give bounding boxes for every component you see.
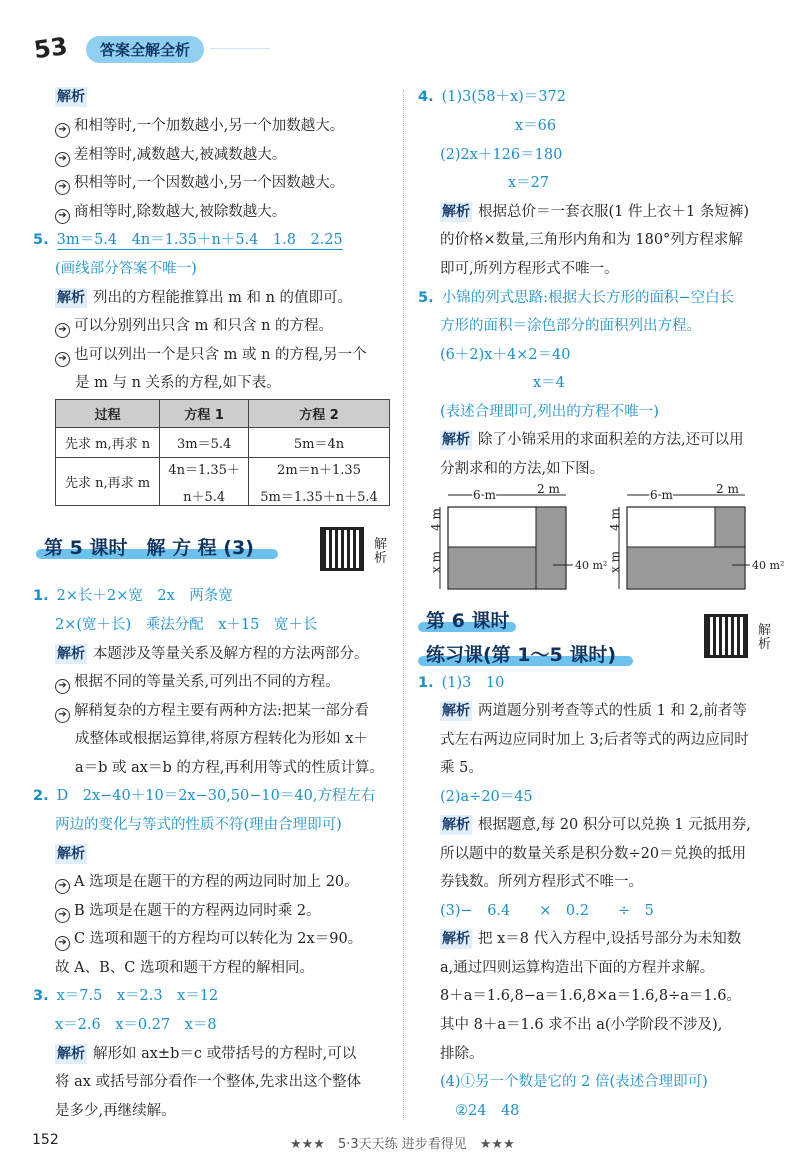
left-line: 成整体或根据运算律,将原方程转化为形如 x＋ bbox=[75, 731, 368, 747]
answer-p1: ②24 48 bbox=[455, 1103, 520, 1119]
left-line: ➔ 差相等时,减数越大,被减数越大。 bbox=[55, 145, 286, 167]
svg-text:40 m²: 40 m² bbox=[575, 559, 608, 572]
equation-table bbox=[55, 399, 390, 506]
arrow-icon: ➔ bbox=[55, 180, 70, 195]
table-header: 过程 bbox=[56, 400, 160, 428]
arrow-icon: ➔ bbox=[55, 352, 70, 367]
svg-text:4 m: 4 m bbox=[608, 508, 622, 531]
logo-icon bbox=[32, 28, 80, 68]
arrow-icon: ➔ bbox=[55, 323, 70, 338]
answer-s2: 2. D 2x−40＋10＝2x−30,50−10＝40,方程左右 bbox=[33, 788, 376, 804]
qr-code-icon bbox=[320, 527, 364, 571]
answer-s3b: x＝2.6 x＝0.27 x＝8 bbox=[55, 1017, 217, 1033]
section-subtitle-6: 练习课(第 1～5 课时) bbox=[426, 644, 617, 666]
page-number: 152 bbox=[32, 1132, 59, 1148]
right-line: 即可,所列方程形式不唯一。 bbox=[440, 261, 619, 277]
right-line: 乘 5。 bbox=[440, 760, 483, 776]
svg-text:40 m²: 40 m² bbox=[752, 559, 785, 572]
right-line: 的价格×数量,三角形内角和为 180°列方程求解 bbox=[440, 232, 743, 248]
qr-label: 解析 bbox=[758, 623, 772, 652]
right-line: 分割求和的方法,如下图。 bbox=[440, 461, 605, 477]
right-line: 所以题中的数量关系是积分数÷20＝兑换的抵用 bbox=[440, 846, 747, 862]
arrow-icon: ➔ bbox=[55, 679, 70, 694]
left-line: ➔ 积相等时,一个因数越小,另一个因数越大。 bbox=[55, 173, 344, 195]
table-cell: 先求 m,再求 n bbox=[56, 428, 160, 458]
arrow-icon: ➔ bbox=[55, 152, 70, 167]
table-header: 方程 2 bbox=[249, 400, 390, 428]
left-line: ➔ 也可以列出一个是只含 m 或 n 的方程,另一个 bbox=[55, 345, 367, 367]
left-line: 解析 解形如 ax±b＝c 或带括号的方程时,可以 bbox=[57, 1046, 357, 1062]
left-line: 将 ax 或括号部分看作一个整体,先求出这个整体 bbox=[55, 1074, 362, 1090]
arrow-icon: ➔ bbox=[55, 708, 70, 723]
answer-5-note: (画线部分答案不唯一) bbox=[55, 261, 197, 277]
area-diagram-right bbox=[605, 482, 795, 597]
answer-s1: 1. 2×长＋2×宽 2x 两条宽 bbox=[33, 588, 233, 604]
left-line: 是 m 与 n 关系的方程,如下表。 bbox=[75, 375, 281, 391]
svg-text:2 m: 2 m bbox=[716, 482, 739, 496]
svg-text:53: 53 bbox=[32, 31, 70, 65]
header-rule bbox=[210, 48, 270, 49]
arrow-icon: ➔ bbox=[55, 209, 70, 224]
answer-5r: 方形的面积＝涂色部分的面积列出方程。 bbox=[440, 318, 701, 334]
logo bbox=[32, 28, 80, 68]
left-line: 解析 列出的方程能推算出 m 和 n 的值即可。 bbox=[57, 290, 353, 306]
right-line: 其中 8＋a＝1.6 求不出 a(小学阶段不涉及), bbox=[440, 1017, 723, 1033]
table-cell: 2m＝n＋1.35 5m＝1.35＋n＋5.4 bbox=[249, 458, 390, 506]
section-title-6: 第 6 课时 bbox=[426, 610, 510, 632]
left-line: ➔ 可以分别列出只含 m 和只含 n 的方程。 bbox=[55, 316, 333, 338]
column-divider bbox=[403, 90, 404, 1120]
left-line: ➔ 商相等时,除数越大,被除数越大。 bbox=[55, 202, 286, 224]
answer-s1b: 2×(宽＋长) 乘法分配 x＋15 宽＋长 bbox=[55, 617, 318, 633]
qr-code-icon bbox=[704, 614, 748, 658]
left-line: ➔ C 选项和题干的方程均可以转化为 2x＝90。 bbox=[55, 929, 362, 951]
right-line: 8＋a＝1.6,8−a＝1.6,8×a＝1.6,8÷a＝1.6。 bbox=[440, 988, 741, 1004]
answer-4: x＝27 bbox=[508, 175, 550, 191]
left-line: a＝b 或 ax＝b 的方程,再利用等式的性质计算。 bbox=[75, 760, 384, 776]
right-line: 解析 根据题意,每 20 积分可以兑换 1 元抵用券, bbox=[442, 817, 751, 833]
left-line: 故 A、B、C 选项和题干方程的解相同。 bbox=[55, 960, 314, 976]
table-cell: 5m＝4n bbox=[249, 428, 390, 458]
answer-p1: (3)− 6.4 × 0.2 ÷ 5 bbox=[440, 903, 654, 919]
left-line: ➔ A 选项是在题干的方程的两边同时加上 20。 bbox=[55, 872, 359, 894]
left-line: ➔ 解稍复杂的方程主要有两种方法:把某一部分看 bbox=[55, 701, 369, 723]
section-title-5: 第 5 课时 解 方 程 (3) bbox=[44, 537, 254, 559]
answer-s3: 3. x＝7.5 x＝2.3 x＝12 bbox=[33, 988, 219, 1004]
svg-text:x m: x m bbox=[608, 551, 622, 573]
table-cell: 4n＝1.35＋ n＋5.4 bbox=[160, 458, 249, 506]
answer-5: 5. 3m＝5.4 4n＝1.35＋n＋5.4 1.8 2.25 bbox=[33, 232, 343, 248]
analysis-label: 解析 bbox=[57, 846, 85, 862]
table-header: 方程 1 bbox=[160, 400, 249, 428]
answer-5r: (6＋2)x＋4×2＝40 bbox=[440, 347, 571, 363]
arrow-icon: ➔ bbox=[55, 936, 70, 951]
left-line: ➔ B 选项是在题干的方程两边同时乘 2。 bbox=[55, 901, 321, 923]
left-line: 是多少,再继续解。 bbox=[55, 1103, 176, 1119]
answer-5r: (表述合理即可,列出的方程不唯一) bbox=[440, 404, 659, 420]
right-line: 解析 两道题分别考查等式的性质 1 和 2,前者等 bbox=[442, 703, 747, 719]
answer-p1: (4)①另一个数是它的 2 倍(表述合理即可) bbox=[440, 1074, 708, 1090]
area-diagram-left bbox=[418, 482, 608, 597]
answer-4: x＝66 bbox=[515, 118, 557, 134]
table-cell: 先求 n,再求 m bbox=[56, 458, 160, 506]
footer-slogan: ★★★ 5·3天天练 进步看得见 ★★★ bbox=[290, 1137, 515, 1152]
svg-text:6 m: 6 m bbox=[650, 488, 673, 502]
answer-4: (2)2x＋126＝180 bbox=[440, 147, 563, 163]
svg-text:4 m: 4 m bbox=[429, 508, 443, 531]
answer-5r: x＝4 bbox=[533, 375, 565, 391]
svg-text:2 m: 2 m bbox=[537, 482, 560, 496]
arrow-icon: ➔ bbox=[55, 908, 70, 923]
right-line: 券钱数。所列方程形式不唯一。 bbox=[440, 874, 643, 890]
svg-text:x m: x m bbox=[429, 551, 443, 573]
answer-5r: 5. 小锦的列式思路:根据大长方形的面积−空白长 bbox=[418, 290, 735, 306]
answer-4: 4. (1)3(58＋x)＝372 bbox=[418, 89, 566, 105]
right-line: 解析 除了小锦采用的求面积差的方法,还可以用 bbox=[442, 432, 744, 448]
header-title: 答案全解全析 bbox=[86, 36, 204, 63]
right-line: 解析 根据总价＝一套衣服(1 件上衣＋1 条短裤) bbox=[442, 204, 749, 220]
table-cell: 3m＝5.4 bbox=[160, 428, 249, 458]
answer-p1: (2)a÷20＝45 bbox=[440, 789, 533, 805]
qr-label: 解析 bbox=[374, 537, 388, 566]
left-line: ➔ 根据不同的等量关系,可列出不同的方程。 bbox=[55, 672, 340, 694]
right-line: 解析 把 x＝8 代入方程中,设括号部分为未知数 bbox=[442, 931, 742, 947]
right-line: 排除。 bbox=[440, 1046, 484, 1062]
left-line: ➔ 和相等时,一个加数越小,另一个加数越大。 bbox=[55, 116, 344, 138]
answer-p1: 1. (1)3 10 bbox=[418, 675, 505, 691]
arrow-icon: ➔ bbox=[55, 123, 70, 138]
right-line: a,通过四则运算构造出下面的方程并求解。 bbox=[440, 960, 715, 976]
left-line: 解析 本题涉及等量关系及解方程的方法两部分。 bbox=[57, 646, 369, 662]
right-line: 式左右两边应同时加上 3;后者等式的两边应同时 bbox=[440, 732, 749, 748]
analysis-label: 解析 bbox=[57, 89, 85, 105]
arrow-icon: ➔ bbox=[55, 879, 70, 894]
svg-text:6 m: 6 m bbox=[473, 488, 496, 502]
answer-s2b: 两边的变化与等式的性质不符(理由合理即可) bbox=[55, 817, 342, 833]
